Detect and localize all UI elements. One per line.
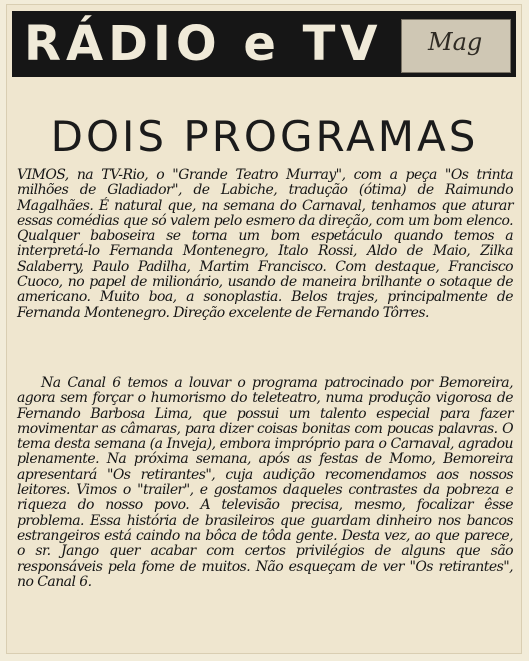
- article-paragraph: Na Canal 6 temos a louvar o programa patrocinado por Bemoreira, agora sem forçar o humorismo do teleteatro, numa produção vigorosa de Fernando Barbosa Lima, que possui um talento especial para fazer movimentar as câmaras, para dizer coisas bonitas com poucas palavras. O tema desta semana (a Inveja), embora impróprio para o Carnaval, agradou plenamente. Na próxima semana, após as festas de Momo, Bemoreira apresentará "Os retirantes", cuja audição recomendamos aos nossos leitores. Vimos o "trailer", e gostamos daqueles contrastes da pobreza e riqueza do nosso povo. A televisão precisa, mesmo, focalizar êsse problema. Essa história de brasileiros que guardam dinheiro nos bancos estrangeiros está caindo na bôca de tôda gente. Desta vez, ao que parece, o sr. Jango quer acabar com certos privilégios de alguns que são responsáveis pela fome de muitos. Não esqueçam de ver "Os retirantes", no Canal 6.: [17, 375, 513, 590]
- byline-box: [401, 19, 511, 73]
- article-headline: DOIS PROGRAMAS: [50, 112, 479, 161]
- article-paragraph: VIMOS, na TV-Rio, o "Grande Teatro Murray", com a peça "Os trinta milhões de Gladiador", de Labiche, tradução (ótima) de Raimundo Magalhães. É natural que, na semana do Carnaval, tenhamos que aturar essas comédias que só valem pelo esmero da direção, com um bom elenco. Qualquer baboseira se torna um bom espetáculo quando temos a interpretá-lo Fernanda Montenegro, Italo Rossi, Aldo de Maio, Zilka Salaberry, Paulo Padilha, Martim Francisco. Com destaque, Francisco Cuoco, no papel de milionário, usando de maneira brilhante o sotaque de americano. Muito boa, a sonoplastia. Belos trajes, principalmente de Fernanda Montenegro. Direção excelente de Fernando Tôrres.: [17, 167, 513, 321]
- author-signature: Mag: [428, 28, 483, 56]
- column-masthead: [12, 11, 516, 77]
- masthead-title: RÁDIO e TV: [24, 16, 383, 72]
